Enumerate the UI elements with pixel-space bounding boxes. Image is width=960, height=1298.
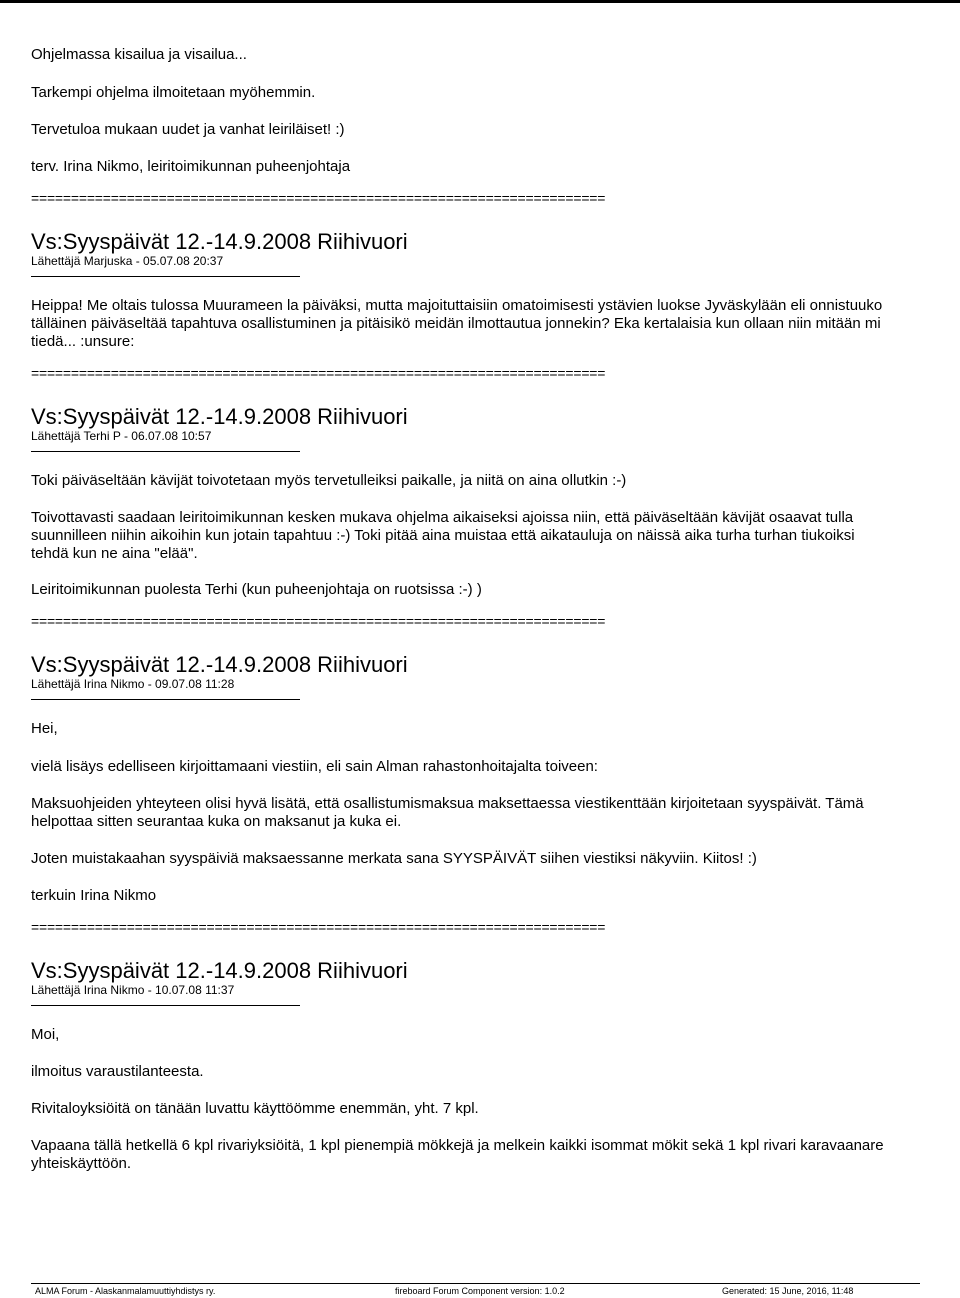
separator: ======================================================================== — [31, 190, 606, 206]
footer-site-name: ALMA Forum - Alaskanmalamuuttiyhdistys ry. — [35, 1286, 216, 1296]
post-body-line: Maksuohjeiden yhteyteen olisi hyvä lisätä, että osallistumismaksua maksettaessa viestikenttään kirjoitetaan syyspäivät. Tämä — [31, 795, 864, 812]
post-body-line: terkuin Irina Nikmo — [31, 887, 157, 904]
intro-section — [31, 46, 960, 205]
post-title: Vs:Syyspäivät 12.-14.9.2008 Riihivuori — [31, 652, 408, 677]
forum-post — [31, 652, 960, 934]
post-title: Vs:Syyspäivät 12.-14.9.2008 Riihivuori — [31, 229, 408, 254]
separator: ======================================================================== — [31, 613, 606, 629]
post-body-line: Rivitaloyksiöitä on tänään luvattu käyttöömme enemmän, yht. 7 kpl. — [31, 1100, 479, 1117]
post-body-line: Moi, — [31, 1026, 60, 1043]
post-body-line: tehdä kun ne aina "elää". — [31, 545, 198, 562]
intro-line: terv. Irina Nikmo, leiritoimikunnan puheenjohtaja — [31, 158, 351, 175]
post-divider — [31, 699, 300, 700]
post-title: Vs:Syyspäivät 12.-14.9.2008 Riihivuori — [31, 404, 408, 429]
post-body-line: vielä lisäys edelliseen kirjoittamaani viestiin, eli sain Alman rahastonhoitajalta toiveen: — [31, 758, 598, 775]
intro-line: Ohjelmassa kisailua ja visailua... — [31, 46, 247, 63]
post-body-line: Joten muistakaahan syyspäiviä maksaessanne merkata sana SYYSPÄIVÄT siihen viestiksi näkyviin. Kiitos! :) — [31, 850, 757, 867]
post-body-line: Vapaana tällä hetkellä 6 kpl rivariyksiöitä, 1 kpl pienempiä mökkejä ja melkein kaikki isommat mökit sekä 1 kpl rivari karavaanare — [31, 1137, 884, 1154]
post-body-line: Toki päiväseltään kävijät toivotetaan myös tervetulleiksi paikalle, ja niitä on aina ollutkin :-) — [31, 472, 627, 489]
separator: ======================================================================== — [31, 365, 606, 381]
post-body-line: yhteiskäyttöön. — [31, 1155, 132, 1172]
forum-post — [31, 229, 960, 380]
post-divider — [31, 1005, 300, 1006]
post-body-line: Hei, — [31, 720, 58, 737]
post-body-line: tälläinen päiväseltää tapahtuva osallistuminen ja pitäisikö meidän ilmottautua jonnekin? Eka kertalaisia kun ollaan niin mitään mi — [31, 315, 881, 332]
separator: ======================================================================== — [31, 919, 606, 935]
post-body-line: tiedä... :unsure: — [31, 333, 135, 350]
post-meta: Lähettäjä Marjuska - 05.07.08 20:37 — [31, 254, 224, 268]
footer-component-version: fireboard Forum Component version: 1.0.2 — [395, 1286, 565, 1296]
post-divider — [31, 451, 300, 452]
footer-generated-date: Generated: 15 June, 2016, 11:48 — [722, 1286, 854, 1296]
post-title: Vs:Syyspäivät 12.-14.9.2008 Riihivuori — [31, 958, 408, 983]
intro-line: Tervetuloa mukaan uudet ja vanhat leiriläiset! :) — [31, 121, 345, 138]
post-body-line: Leiritoimikunnan puolesta Terhi (kun puheenjohtaja on ruotsissa :-) ) — [31, 581, 482, 598]
post-body-line: helpottaa sitten seurantaa kuka on maksanut ja kuka ei. — [31, 813, 402, 830]
page-content — [31, 0, 960, 1173]
forum-post — [31, 404, 960, 628]
intro-line: Tarkempi ohjelma ilmoitetaan myöhemmin. — [31, 84, 316, 101]
post-body-line: Heippa! Me oltais tulossa Muurameen la päiväksi, mutta majoituttaisiin omatoimisesti ystävien luokse Jyväskylään eli onnistuuko — [31, 297, 883, 314]
post-body-line: suunnilleen niihin aikoihin kun jotain tapahtuu :-) Toki pitää aina muistaa että aikatauluja on näissä aika turha turhan tiukoiksi — [31, 527, 855, 544]
post-meta: Lähettäjä Irina Nikmo - 10.07.08 11:37 — [31, 983, 235, 997]
post-divider — [31, 276, 300, 277]
post-body-line: Toivottavasti saadaan leiritoimikunnan kesken mukava ohjelma aikaiseksi ajoissa niin, että päiväseltään kävijät osaavat tulla — [31, 509, 854, 526]
forum-post — [31, 958, 960, 1173]
post-body-line: ilmoitus varaustilanteesta. — [31, 1063, 204, 1080]
post-meta: Lähettäjä Irina Nikmo - 09.07.08 11:28 — [31, 677, 235, 691]
page-footer — [31, 1283, 960, 1297]
post-meta: Lähettäjä Terhi P - 06.07.08 10:57 — [31, 429, 212, 443]
